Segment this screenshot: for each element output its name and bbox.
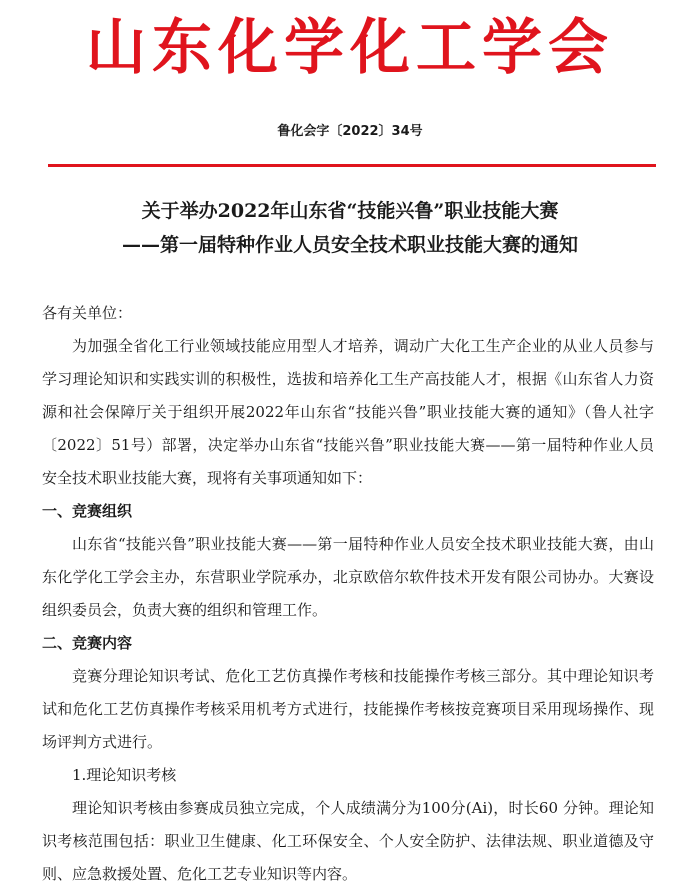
notice-title	[0, 194, 700, 262]
salutation: 各有关单位：	[42, 304, 133, 322]
title-line-2: ——第一届特种作业人员安全技术职业技能大赛的通知	[121, 234, 578, 256]
title-line-1: 关于举办2022年山东省“技能兴鲁”职业技能大赛	[141, 200, 559, 222]
organization-masthead: 山东化学化工学会	[86, 13, 614, 83]
document-number: 鲁化会字〔2022〕34号	[277, 124, 423, 139]
section-1-heading: 一、竞赛组织	[42, 502, 133, 520]
subsection-1-paragraph: 理论知识考核由参赛成员独立完成，个人成绩满分为100分(Ai)，时长60 分钟。理论知识考核范围包括：职业卫生健康、化工环保安全、个人安全防护、法律法规、职业道德及守则、应急救援处置、危化工艺专业知识等内容。	[42, 799, 654, 883]
section-2-heading: 二、竞赛内容	[42, 634, 133, 652]
notice-body	[42, 297, 654, 891]
section-1-paragraph: 山东省“技能兴鲁”职业技能大赛——第一届特种作业人员安全技术职业技能大赛，由山东化学化工学会主办，东营职业学院承办，北京欧倍尔软件技术开发有限公司协办。大赛设组织委员会，负责大赛的组织和管理工作。	[42, 535, 654, 619]
section-2-paragraph: 竞赛分理论知识考试、危化工艺仿真操作考核和技能操作考核三部分。其中理论知识考试和危化工艺仿真操作考核采用机考方式进行，技能操作考核按竞赛项目采用现场操作、现场评判方式进行。	[42, 667, 654, 751]
red-divider-line	[48, 164, 656, 167]
intro-paragraph: 为加强全省化工行业领域技能应用型人才培养，调动广大化工生产企业的从业人员参与学习理论知识和实践实训的积极性，选拔和培养化工生产高技能人才，根据《山东省人力资源和社会保障厅关于组织开展2022年山东省“技能兴鲁”职业技能大赛的通知》（鲁人社字〔2022〕51号）部署，决定举办山东省“技能兴鲁”职业技能大赛——第一届特种作业人员安全技术职业技能大赛，现将有关事项通知如下：	[42, 337, 654, 487]
subsection-1-heading: 1.理论知识考核	[72, 766, 177, 784]
